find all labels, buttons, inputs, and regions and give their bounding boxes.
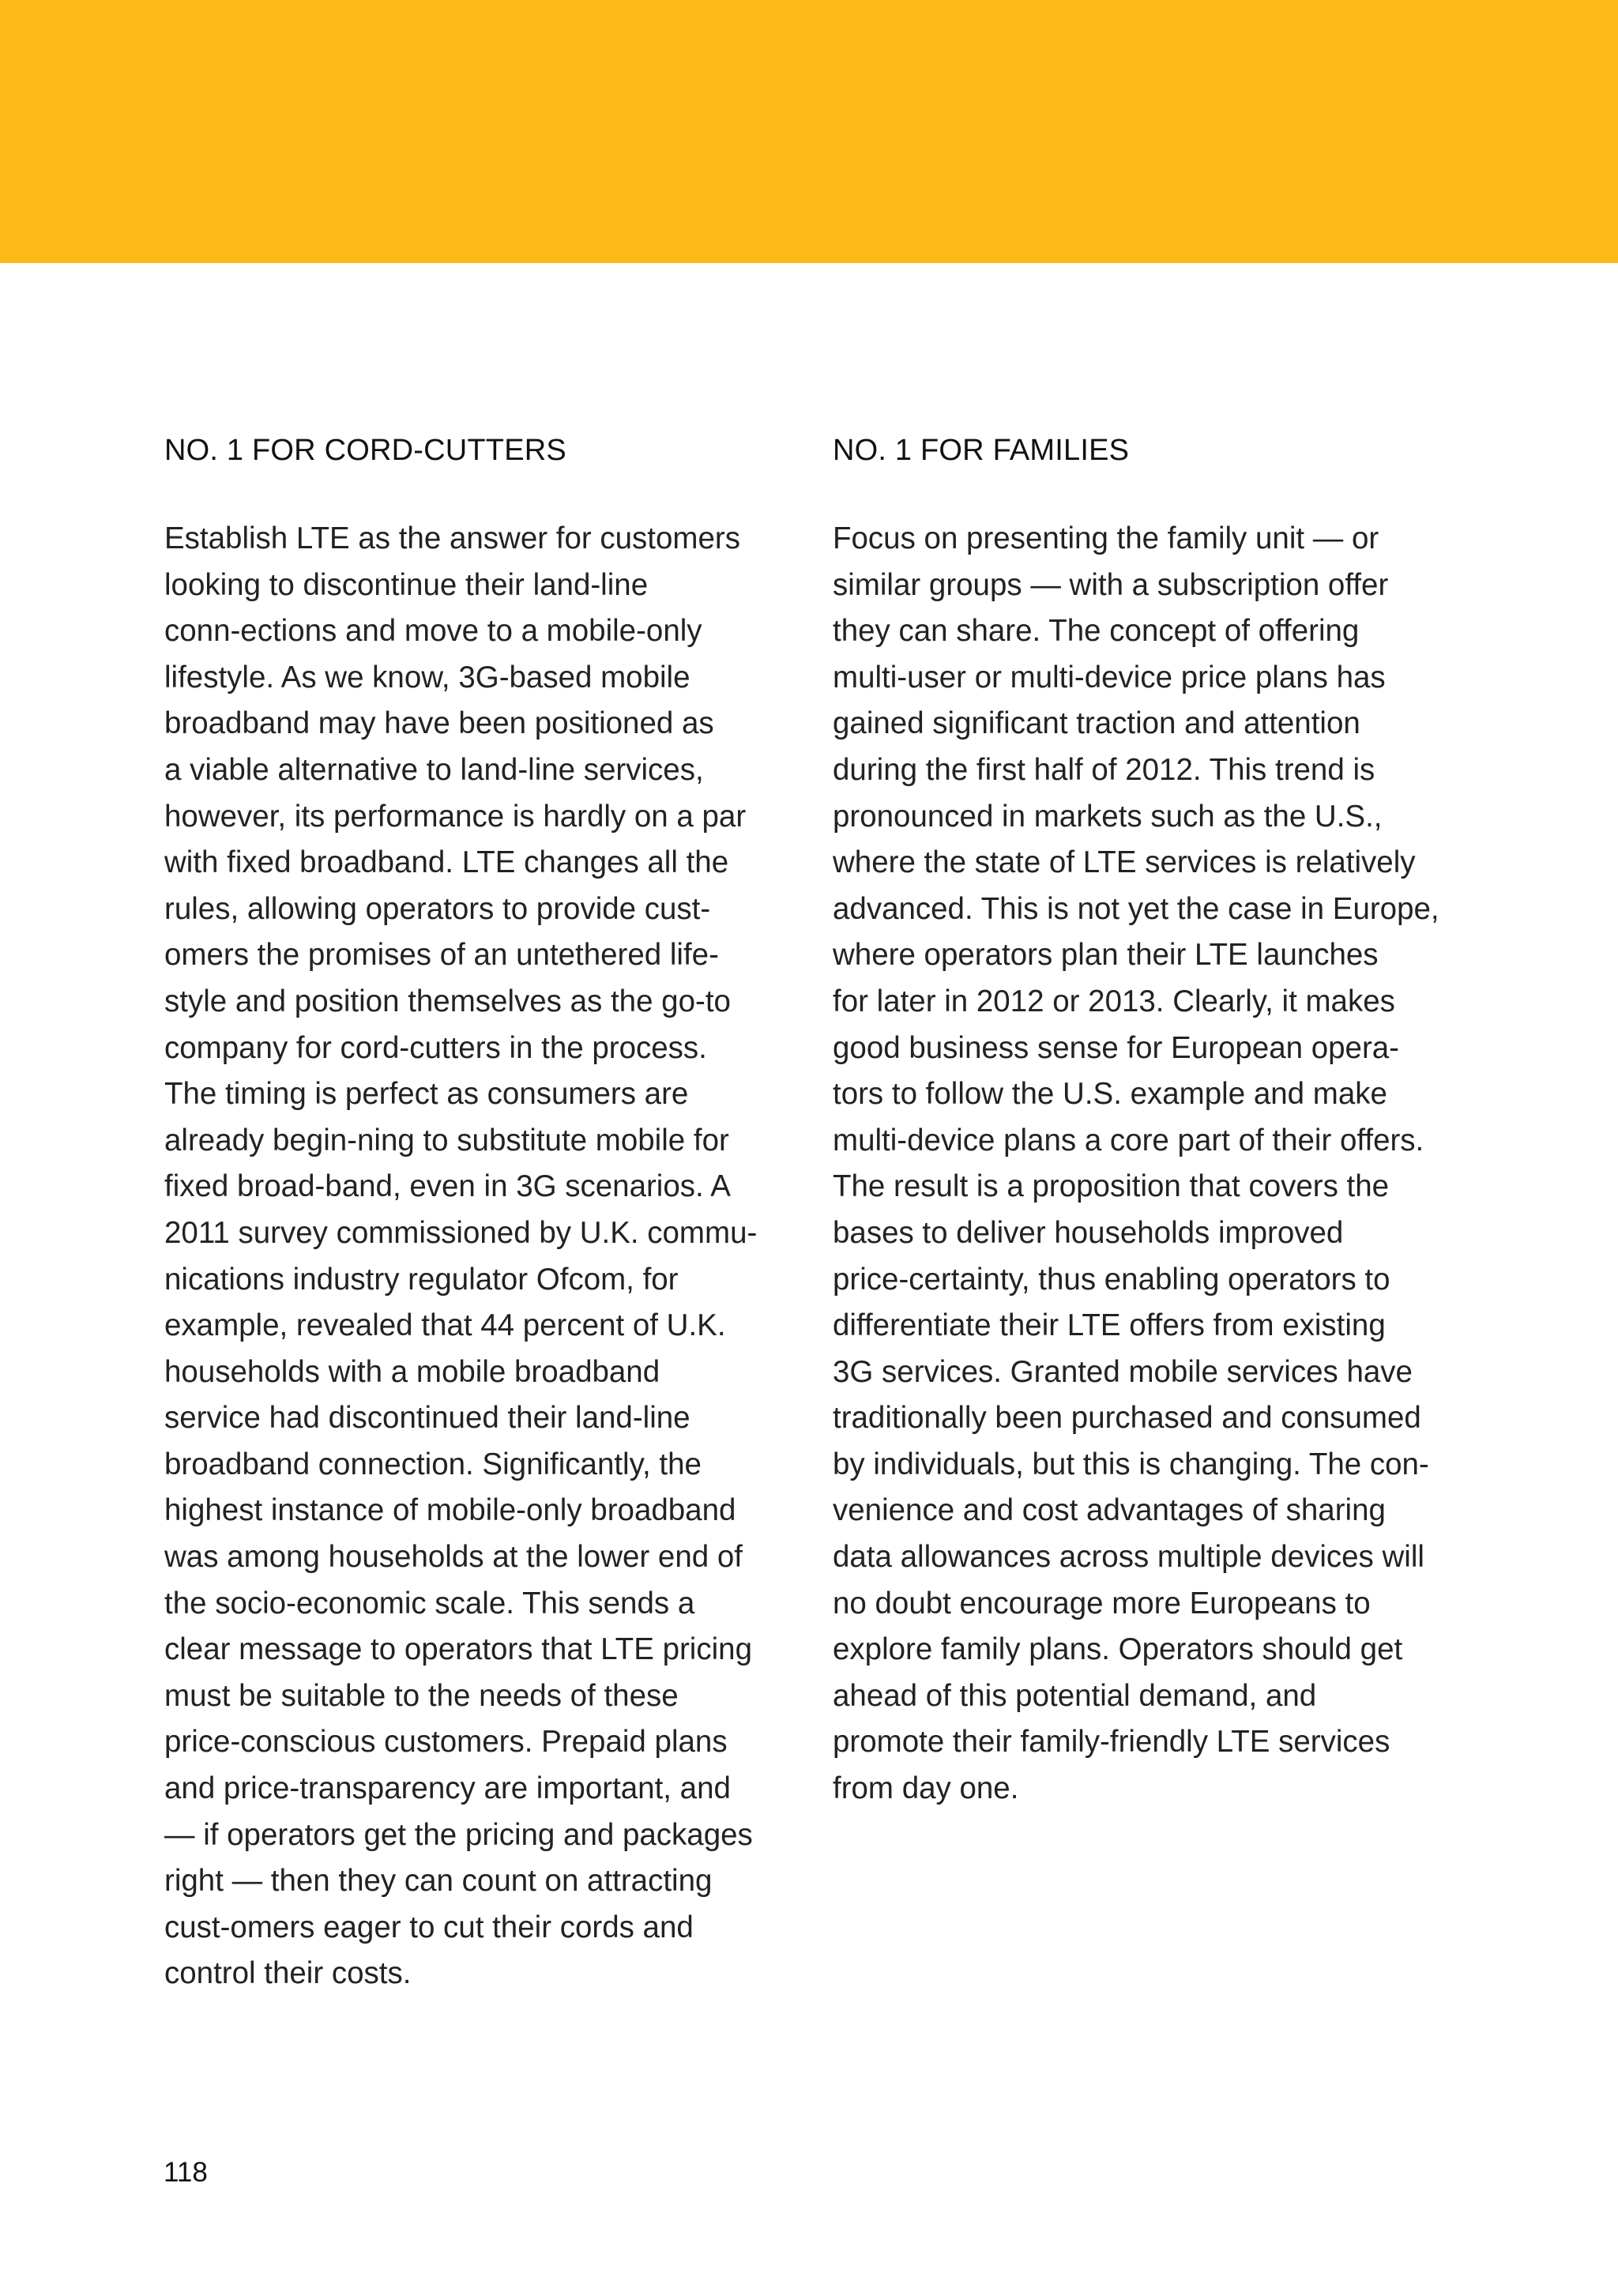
body-line: they can share. The concept of offering xyxy=(833,614,1360,649)
body-line: — if operators get the pricing and packages xyxy=(164,1817,753,1852)
body-line: lifestyle. As we know, 3G-based mobile xyxy=(164,660,690,694)
body-line: service had discontinued their land-line xyxy=(164,1401,690,1436)
body-line: where operators plan their LTE launches xyxy=(833,938,1379,973)
body-line: good business sense for European opera- xyxy=(833,1030,1400,1065)
body-line: right — then they can count on attracting xyxy=(164,1864,713,1899)
body-line: households with a mobile broadband xyxy=(164,1354,660,1389)
body-line: however, its performance is hardly on a par xyxy=(164,799,747,834)
body-line: omers the promises of an untethered life- xyxy=(164,938,719,973)
body-line: conn-ections and move to a mobile-only xyxy=(164,614,702,649)
body-line: ahead of this potential demand, and xyxy=(833,1678,1317,1713)
body-line: example, revealed that 44 percent of U.K. xyxy=(164,1308,726,1343)
body-line: price-certainty, thus enabling operators to xyxy=(833,1262,1390,1297)
body-line: venience and cost advantages of sharing xyxy=(833,1493,1386,1528)
body-line: broadband may have been positioned as xyxy=(164,706,714,741)
body-line: 2011 survey commissioned by U.K. commu- xyxy=(164,1215,758,1250)
body-line: 3G services. Granted mobile services have xyxy=(833,1354,1413,1389)
body-line: The result is a proposition that covers the xyxy=(833,1169,1390,1204)
body-line: highest instance of mobile-only broadband xyxy=(164,1493,736,1528)
body-line: company for cord-cutters in the process. xyxy=(164,1030,707,1065)
body-line: Establish LTE as the answer for customers xyxy=(164,521,740,555)
header-color-band xyxy=(0,0,1618,263)
body-line: the socio-economic scale. This sends a xyxy=(164,1586,695,1620)
body-line: The timing is perfect as consumers are xyxy=(164,1077,689,1112)
body-line: cust-omers eager to cut their cords and xyxy=(164,1910,694,1944)
cord-cutters-section xyxy=(164,425,796,1997)
families-heading: NO. 1 FOR FAMILIES xyxy=(833,434,1130,467)
cord-cutters-heading: NO. 1 FOR CORD-CUTTERS xyxy=(164,434,566,467)
body-line: promote their family-friendly LTE services xyxy=(833,1725,1390,1760)
body-line: nications industry regulator Ofcom, for xyxy=(164,1262,679,1297)
body-line: must be suitable to the needs of these xyxy=(164,1678,679,1713)
body-line: for later in 2012 or 2013. Clearly, it makes xyxy=(833,984,1395,1018)
body-line: price-conscious customers. Prepaid plans xyxy=(164,1725,728,1760)
body-line: explore family plans. Operators should get xyxy=(833,1632,1403,1667)
families-section xyxy=(833,425,1465,1812)
body-line: clear message to operators that LTE pricing xyxy=(164,1632,752,1667)
body-line: by individuals, but this is changing. The con- xyxy=(833,1447,1429,1481)
body-line: where the state of LTE services is relatively xyxy=(833,845,1416,880)
body-line: looking to discontinue their land-line xyxy=(164,567,649,602)
body-line: Focus on presenting the family unit — or xyxy=(833,521,1379,555)
body-line: traditionally been purchased and consumed xyxy=(833,1401,1421,1436)
body-line: no doubt encourage more Europeans to xyxy=(833,1586,1371,1620)
page-number: 118 xyxy=(164,2157,208,2188)
body-line: was among households at the lower end of xyxy=(164,1540,743,1575)
body-line: multi-user or multi-device price plans has xyxy=(833,660,1386,694)
body-line: from day one. xyxy=(833,1771,1019,1806)
body-line: pronounced in markets such as the U.S., xyxy=(833,799,1383,834)
cord-cutters-body xyxy=(164,516,796,1997)
body-line: broadband connection. Significantly, the xyxy=(164,1447,702,1481)
body-line: differentiate their LTE offers from existing xyxy=(833,1308,1386,1343)
body-line: gained significant traction and attention xyxy=(833,706,1360,741)
body-line: a viable alternative to land-line services, xyxy=(164,752,704,787)
body-line: fixed broad-band, even in 3G scenarios. A xyxy=(164,1169,731,1204)
families-body xyxy=(833,516,1465,1812)
body-line: control their costs. xyxy=(164,1956,412,1991)
body-line: and price-transparency are important, and xyxy=(164,1771,731,1806)
body-line: advanced. This is not yet the case in Europe, xyxy=(833,891,1439,926)
body-line: already begin-ning to substitute mobile for xyxy=(164,1123,729,1157)
body-line: bases to deliver households improved xyxy=(833,1215,1344,1250)
body-line: tors to follow the U.S. example and make xyxy=(833,1077,1387,1112)
body-line: multi-device plans a core part of their offers. xyxy=(833,1123,1424,1157)
body-line: data allowances across multiple devices will xyxy=(833,1540,1424,1575)
body-line: similar groups — with a subscription offer xyxy=(833,567,1389,602)
body-line: rules, allowing operators to provide cust- xyxy=(164,891,711,926)
body-line: style and position themselves as the go-to xyxy=(164,984,731,1018)
body-line: during the first half of 2012. This trend is xyxy=(833,752,1375,787)
body-line: with fixed broadband. LTE changes all the xyxy=(164,845,729,880)
